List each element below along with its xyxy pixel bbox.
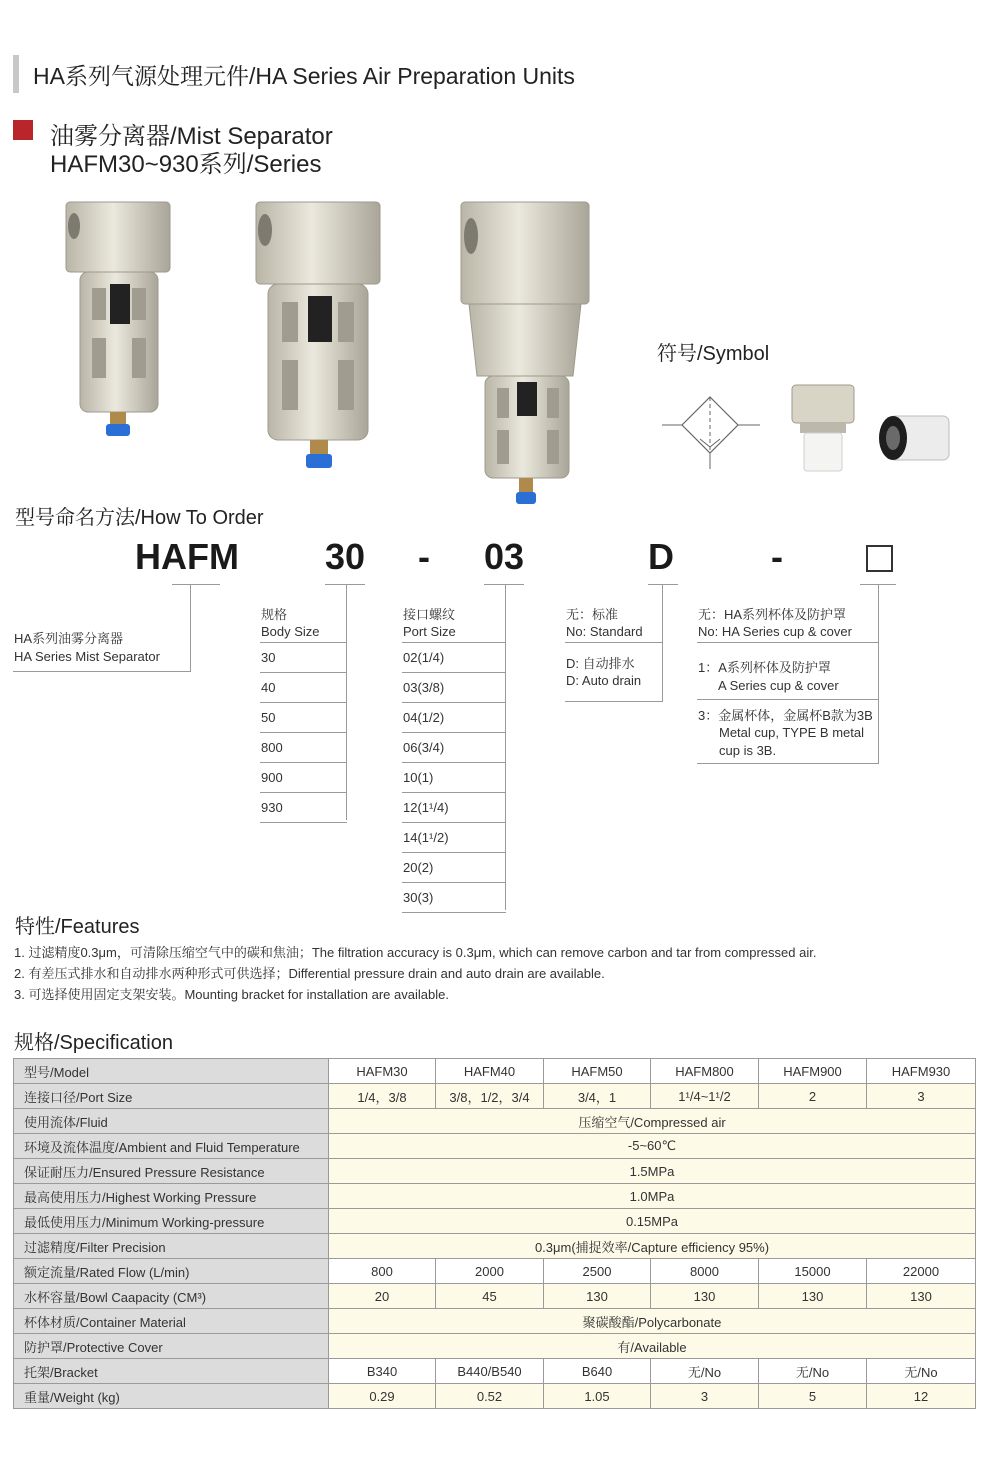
spec-value: 0.3μm(捕捉效率/Capture efficiency 95%) — [329, 1234, 976, 1259]
spec-row — [14, 1109, 976, 1134]
spec-value: 3/4，1 — [544, 1084, 651, 1109]
spec-value: 800 — [329, 1259, 436, 1284]
cup-option-none-en: No: HA Series cup & cover — [698, 624, 852, 639]
drain-option-standard-cn: 无：标准 — [566, 607, 619, 622]
page-title: HA系列气源处理元件/HA Series Air Preparation Units — [33, 63, 575, 89]
spec-row-label: 最低使用压力/Minimum Working-pressure — [14, 1209, 329, 1234]
spec-table — [13, 1058, 976, 1409]
header-accent-bar — [13, 55, 19, 93]
spec-row — [14, 1359, 976, 1384]
spec-value: HAFM900 — [759, 1059, 867, 1084]
spec-value: 压缩空气/Compressed air — [329, 1109, 976, 1134]
spec-row-label: 水杯容量/Bowl Caapacity (CM³) — [14, 1284, 329, 1309]
spec-value: 2000 — [436, 1259, 544, 1284]
spec-value: B340 — [329, 1359, 436, 1384]
spec-row — [14, 1284, 976, 1309]
body-size-option: 930 — [261, 800, 283, 815]
spec-value: 20 — [329, 1284, 436, 1309]
spec-value: 130 — [867, 1284, 976, 1309]
port-size-header-cn: 接口螺纹 — [403, 607, 456, 622]
spec-value: 3 — [867, 1084, 976, 1109]
spec-value: HAFM50 — [544, 1059, 651, 1084]
cup-option-metal-cn: 3：金属杯体，金属杯B款为3B — [698, 708, 873, 723]
drain-option-standard-en: No: Standard — [566, 624, 643, 639]
drain-option-auto-en: D: Auto drain — [566, 673, 642, 688]
body-size-option: 900 — [261, 770, 283, 785]
body-size-header-cn: 规格 — [261, 607, 288, 622]
spec-row — [14, 1159, 976, 1184]
body-size-option: 40 — [261, 680, 276, 695]
spec-value: 2 — [759, 1084, 867, 1109]
spec-value: 聚碳酸酯/Polycarbonate — [329, 1309, 976, 1334]
spec-row — [14, 1134, 976, 1159]
code-dash: - — [771, 536, 783, 577]
spec-value: 5 — [759, 1384, 867, 1409]
spec-value: 1/4，3/8 — [329, 1084, 436, 1109]
body-size-header-en: Body Size — [261, 624, 320, 639]
product-image-hafm800 — [455, 198, 595, 513]
spec-row-label: 重量/Weight (kg) — [14, 1384, 329, 1409]
section-title: 油雾分离器/Mist Separator — [50, 123, 333, 150]
body-size-option: 50 — [261, 710, 276, 725]
spec-value: 130 — [759, 1284, 867, 1309]
spec-value: B640 — [544, 1359, 651, 1384]
cup-option-a-en: A Series cup & cover — [718, 678, 839, 693]
spec-row-label: 连接口径/Port Size — [14, 1084, 329, 1109]
spec-value: 1.05 — [544, 1384, 651, 1409]
spec-value: 1¹/4~1¹/2 — [651, 1084, 759, 1109]
spec-value: 无/No — [651, 1359, 759, 1384]
filter-symbol-icon — [660, 393, 760, 471]
section-subtitle: HAFM30~930系列/Series — [50, 151, 322, 178]
drain-option-auto-cn: D: 自动排水 — [566, 656, 635, 671]
spec-title: 规格/Specification — [14, 1032, 173, 1054]
code-part-series: HAFM — [135, 536, 239, 577]
spec-value: 3/8，1/2，3/4 — [436, 1084, 544, 1109]
port-size-option: 12(1¹/4) — [403, 800, 449, 815]
port-size-option: 30(3) — [403, 890, 434, 905]
spec-value: 12 — [867, 1384, 976, 1409]
spec-value: 22000 — [867, 1259, 976, 1284]
series-label-cn: HA系列油雾分离器 — [14, 631, 124, 646]
spec-value: 130 — [651, 1284, 759, 1309]
spec-value: HAFM30 — [329, 1059, 436, 1084]
section-marker — [13, 120, 33, 140]
series-label-en: HA Series Mist Separator — [14, 649, 160, 664]
port-size-option: 03(3/8) — [403, 680, 445, 695]
spec-row-label: 托架/Bracket — [14, 1359, 329, 1384]
port-size-header-en: Port Size — [403, 624, 456, 639]
spec-row — [14, 1259, 976, 1284]
spec-row-label: 保证耐压力/Ensured Pressure Resistance — [14, 1159, 329, 1184]
product-image-hafm50 — [250, 198, 385, 473]
spec-row — [14, 1384, 976, 1409]
spec-value: 45 — [436, 1284, 544, 1309]
symbol-title: 符号/Symbol — [657, 343, 770, 365]
port-size-option: 06(3/4) — [403, 740, 445, 755]
spec-row-label: 过滤精度/Filter Precision — [14, 1234, 329, 1259]
spec-row — [14, 1209, 976, 1234]
spec-row — [14, 1084, 976, 1109]
cup-option-none-cn: 无：HA系列杯体及防护罩 — [698, 607, 847, 622]
port-size-option: 04(1/2) — [403, 710, 445, 725]
spec-value: HAFM40 — [436, 1059, 544, 1084]
code-part-body-size: 30 — [325, 536, 366, 577]
spec-value: 有/Available — [329, 1334, 976, 1359]
spec-value: B440/B540 — [436, 1359, 544, 1384]
body-size-option: 30 — [261, 650, 276, 665]
features-title: 特性/Features — [15, 916, 140, 938]
port-size-option: 20(2) — [403, 860, 434, 875]
code-dash: - — [418, 536, 430, 577]
spec-row — [14, 1184, 976, 1209]
code-cup-option-box — [866, 545, 893, 572]
bowl-cover-part-image — [788, 383, 858, 475]
spec-row-label: 杯体材质/Container Material — [14, 1309, 329, 1334]
spec-row — [14, 1309, 976, 1334]
spec-value: 15000 — [759, 1259, 867, 1284]
filter-element-image — [875, 408, 960, 468]
spec-value: 0.29 — [329, 1384, 436, 1409]
spec-value: 1.5MPa — [329, 1159, 976, 1184]
port-size-option: 02(1/4) — [403, 650, 445, 665]
spec-row-label: 环境及流体温度/Ambient and Fluid Temperature — [14, 1134, 329, 1159]
spec-value: 无/No — [867, 1359, 976, 1384]
spec-value: 130 — [544, 1284, 651, 1309]
spec-row — [14, 1334, 976, 1359]
spec-value: 1.0MPa — [329, 1184, 976, 1209]
spec-value: -5~60℃ — [329, 1134, 976, 1159]
cup-option-a-cn: 1：A系列杯体及防护罩 — [698, 660, 831, 675]
spec-row-label: 使用流体/Fluid — [14, 1109, 329, 1134]
spec-value: HAFM800 — [651, 1059, 759, 1084]
spec-row — [14, 1234, 976, 1259]
code-part-port-size: 03 — [484, 536, 525, 577]
product-image-hafm30 — [60, 198, 180, 448]
spec-row-label: 防护罩/Protective Cover — [14, 1334, 329, 1359]
body-size-option: 800 — [261, 740, 283, 755]
cup-option-metal-en2: cup is 3B. — [719, 743, 777, 758]
spec-row-label: 额定流量/Rated Flow (L/min) — [14, 1259, 329, 1284]
spec-row-label: 最高使用压力/Highest Working Pressure — [14, 1184, 329, 1209]
spec-value: 8000 — [651, 1259, 759, 1284]
port-size-option: 14(1¹/2) — [403, 830, 449, 845]
feature-item: 3. 可选择使用固定支架安装。Mounting bracket for installation are available. — [14, 987, 449, 1002]
how-to-order-title: 型号命名方法/How To Order — [15, 507, 264, 529]
feature-item: 2. 有差压式排水和自动排水两种形式可供选择；Differential pressure drain and auto drain are available. — [14, 966, 605, 981]
port-size-option: 10(1) — [403, 770, 434, 785]
cup-option-metal-en: Metal cup, TYPE B metal — [719, 725, 864, 740]
code-part-drain: D — [648, 536, 674, 577]
spec-row-label: 型号/Model — [14, 1059, 329, 1084]
spec-value: 2500 — [544, 1259, 651, 1284]
spec-row — [14, 1059, 976, 1084]
spec-value: 无/No — [759, 1359, 867, 1384]
feature-item: 1. 过滤精度0.3μm，可清除压缩空气中的碳和焦油；The filtration accuracy is 0.3μm, which can remove carbon and tar from compressed air. — [14, 945, 817, 960]
spec-value: 3 — [651, 1384, 759, 1409]
spec-value: 0.52 — [436, 1384, 544, 1409]
spec-value: 0.15MPa — [329, 1209, 976, 1234]
spec-value: HAFM930 — [867, 1059, 976, 1084]
